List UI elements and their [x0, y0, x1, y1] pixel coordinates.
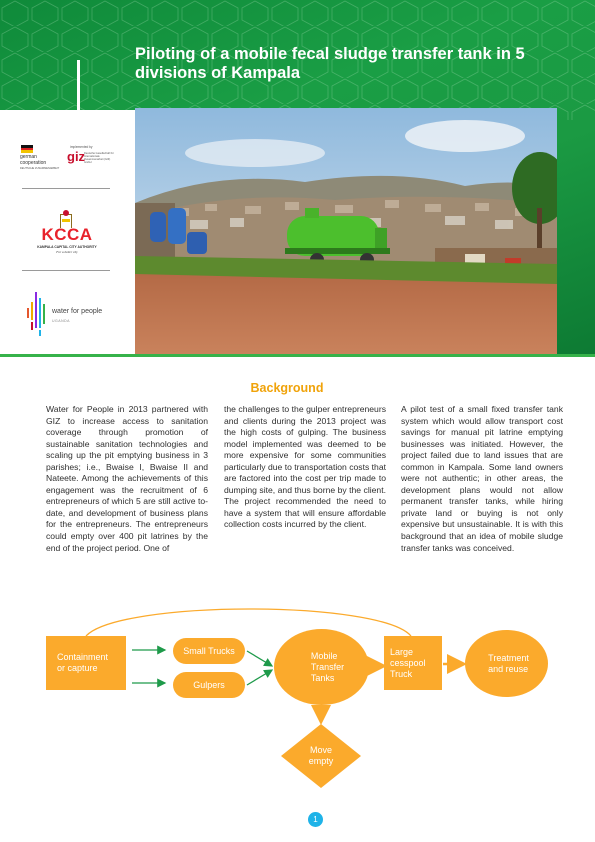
bypass-arc — [86, 609, 411, 636]
giz-wordmark: giz — [67, 149, 86, 164]
large-label-line2: cesspool — [390, 657, 426, 668]
header-divider — [0, 354, 595, 357]
section-heading-background: Background — [250, 381, 324, 395]
move-empty-line2: empty — [308, 756, 334, 766]
small-trucks-box — [173, 638, 245, 664]
giz-cooperation-text: german cooperation — [20, 154, 47, 166]
giz-implemented-by: implemented by — [70, 145, 93, 149]
large-label-line3: Truck — [390, 668, 413, 679]
header-band — [0, 0, 595, 355]
large-label-line1: Large — [390, 646, 414, 657]
treatment-reuse-circle — [465, 630, 548, 697]
kcca-tagline: For a better city — [56, 250, 78, 254]
giz-logo — [20, 142, 115, 176]
sludge-flow-diagram — [0, 600, 595, 800]
logo-divider — [22, 188, 110, 189]
arrow-trucks-to-mobile — [247, 651, 272, 666]
mobile-label-line1: Mobile — [310, 650, 338, 661]
containment-label-line1: Containment — [57, 652, 109, 662]
kcca-full-name: KAMPALA CAPITAL CITY AUTHORITY — [37, 245, 97, 249]
water-for-people-country: UGANDA — [52, 319, 70, 323]
water-for-people-logo — [25, 290, 110, 338]
kcca-wordmark: KCCA — [41, 225, 93, 244]
body-column-2: the challenges to the gulper entrepreneurs and clients during the 2013 project was the high costs of gulping. The business model implemented was deemed to be more expensive for some communities particularly due to transportation costs that are factored into the cost per trip made to dumping site, and thus borne by the client. The project recommended the need to have a system that will ensure affordable collection costs incurred by the client. — [224, 404, 386, 530]
move-empty-diamond — [281, 724, 361, 788]
water-for-people-wordmark: water for people — [52, 308, 103, 315]
giz-sub-text: Deutsche Gesellschaft für Internationale Zusammenarbeit (GIZ) GmbH — [84, 152, 114, 164]
small-trucks-label: Small Trucks — [183, 645, 235, 656]
gulpers-label: Gulpers — [193, 679, 225, 690]
gulpers-box — [173, 672, 245, 698]
page-title: Piloting of a mobile fecal sludge transfer tank in 5 divisions of Kampala — [135, 45, 525, 82]
arrow-gulpers-to-mobile — [247, 670, 272, 685]
german-flag-icon — [21, 145, 33, 153]
kcca-logo — [26, 210, 108, 260]
title-accent-bar — [77, 60, 80, 116]
mobile-label-line3: Tanks — [310, 672, 335, 683]
body-column-3: A pilot test of a small fixed transfer tank system which would allow transport cost savings for manual pit latrine emptying businesses was initiated. However, the project failed due to land issues that are common in Kampala. Some land owners were not authentic; in other areas, the development plans would not allow permanent transfer tanks, while hiring private land or buying is not only expensive but unsustainable. It is with this background that an idea of mobile sludge transfer tanks was conceived. — [401, 404, 563, 553]
water-for-people-mark-icon — [25, 290, 49, 336]
move-empty-line1: Move — [309, 745, 332, 755]
body-column-1: Water for People in 2013 partnered with GIZ to increase access to sanitation coverage through promotion of sustainable sanitation technologies and scaling up the pit emptying business in 3 parishes; i.e., Bwaise I, Bwaise II and Nateete. Among the achievements of this engagement was the recruitment of 6 entrepreneurs of which 5 are still active to-date, and development of business plans for the entrepreneurs. The entrepreneurs could empty over 400 pit latrines by the end of the project period. One of — [46, 404, 208, 553]
mobile-transfer-tanks-circle — [274, 629, 369, 705]
logo-panel — [0, 110, 135, 355]
hero-photo — [135, 108, 557, 354]
containment-box — [46, 636, 126, 690]
logo-divider — [22, 270, 110, 271]
giz-cooperation-sub: DEUTSCHE ZUSAMMENARBEIT — [20, 167, 60, 170]
mobile-label-line2: Transfer — [310, 661, 345, 672]
page-number-badge: 1 — [308, 812, 323, 827]
containment-label-line2: or capture — [57, 663, 98, 673]
treatment-label-line2: and reuse — [488, 663, 529, 674]
large-cesspool-truck-box — [384, 636, 442, 690]
treatment-label-line1: Treatment — [488, 652, 529, 663]
